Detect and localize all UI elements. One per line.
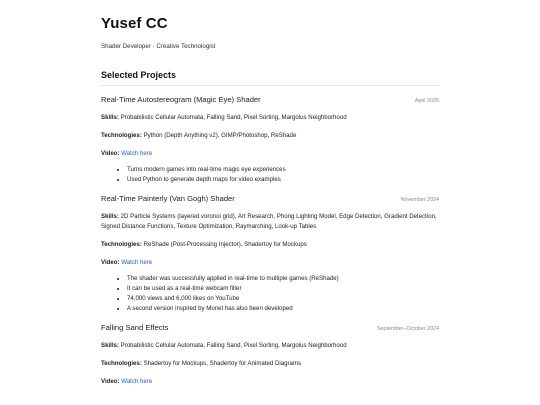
technologies-label: Technologies: — [101, 241, 142, 248]
project-autostereogram — [101, 95, 439, 185]
technologies-label: Technologies: — [101, 132, 142, 139]
project-video — [101, 377, 439, 387]
project-bullets — [101, 165, 439, 185]
list-item: • A second version inspired by Monet has also been developed — [127, 304, 439, 314]
project-painterly-shader — [101, 194, 439, 314]
skills-text: Probabilistic Cellular Automata, Falling Sand, Pixel Sorting, Margolus Neighborhood — [120, 114, 347, 121]
project-header — [101, 194, 439, 204]
project-bullets — [101, 274, 439, 314]
list-item: • Turns modern games into real-time magic eye experiences — [127, 165, 439, 175]
project-date: November 2024 — [400, 197, 439, 203]
project-date: September–October 2024 — [376, 326, 439, 332]
skills-label: Skills: — [101, 114, 119, 121]
project-skills — [101, 341, 439, 351]
section-divider — [101, 85, 439, 86]
list-item: • It can be used as a real-time webcam filter — [127, 284, 439, 294]
technologies-text: Shadertoy for Mockups, Shadertoy for Animated Diagrams — [143, 360, 302, 367]
project-technologies — [101, 240, 439, 250]
list-item: • 74,000 views and 6,000 likes on YouTube — [127, 294, 439, 304]
project-video — [101, 149, 439, 159]
video-label: Video: — [101, 150, 120, 157]
project-header — [101, 95, 439, 105]
list-item: • The shader was successfully applied in real-time to multiple games (ReShade) — [127, 274, 439, 284]
technologies-label: Technologies: — [101, 360, 142, 367]
project-technologies — [101, 131, 439, 141]
project-date: April 2025 — [414, 98, 439, 104]
project-title: Real-Time Painterly (Van Gogh) Shader — [101, 194, 235, 203]
watch-video-link[interactable]: Watch here — [121, 378, 153, 385]
tagline: Shader Developer · Creative Technologist — [101, 43, 216, 50]
project-title: Falling Sand Effects — [101, 323, 169, 332]
project-title: Real-Time Autostereogram (Magic Eye) Shader — [101, 95, 261, 104]
project-technologies — [101, 359, 439, 369]
section-title: Selected Projects — [101, 70, 177, 80]
list-item: • Used Python to generate depth maps for video examples — [127, 175, 439, 185]
video-label: Video: — [101, 259, 120, 266]
skills-text: Probabilistic Cellular Automata, Falling Sand, Pixel Sorting, Margolus Neighborhood — [120, 342, 347, 349]
watch-video-link[interactable]: Watch here — [121, 259, 153, 266]
technologies-text: ReShade (Post-Processing Injector), Shadertoy for Mockups — [143, 241, 307, 248]
project-skills — [101, 113, 439, 123]
watch-video-link[interactable]: Watch here — [121, 150, 153, 157]
project-skills — [101, 212, 439, 232]
page-title: Yusef CC — [101, 15, 168, 32]
project-header — [101, 323, 439, 333]
skills-label: Skills: — [101, 342, 119, 349]
technologies-text: Python (Depth Anything v2), GIMP/Photoshop, ReShade — [143, 132, 297, 139]
project-video — [101, 258, 439, 268]
skills-label: Skills: — [101, 213, 119, 220]
skills-text: 2D Particle Systems (layered voronoi grid), Art Research, Phong Lighting Model, Edge Detection, Gradient Detection, Signed Distance Functions, Texture Optimization, Raymarching, Look-up Tables — [101, 213, 437, 230]
project-falling-sand — [101, 323, 439, 387]
video-label: Video: — [101, 378, 120, 385]
